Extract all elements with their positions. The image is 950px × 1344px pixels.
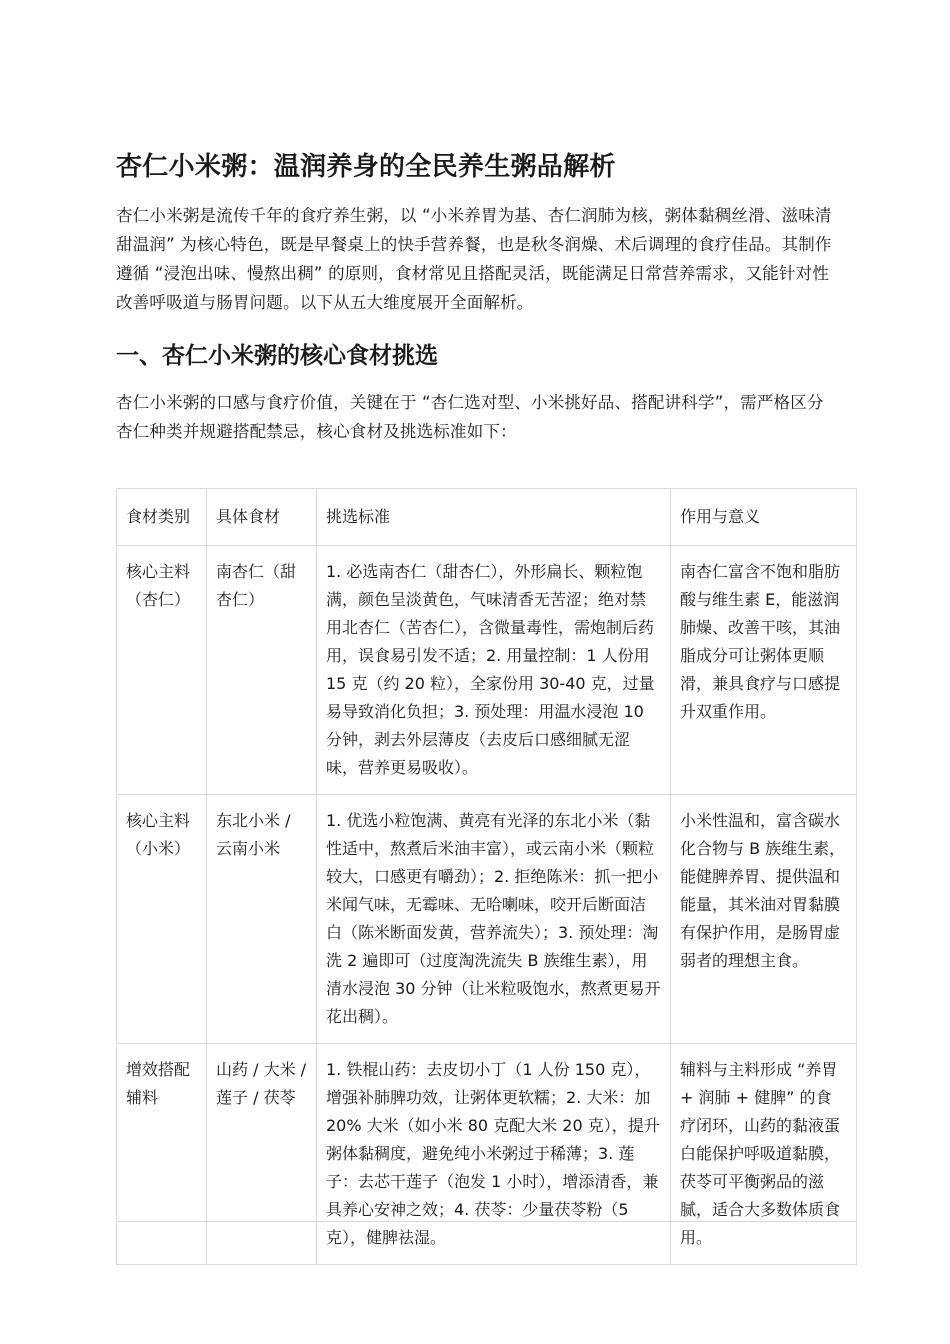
- header-category: 食材类别: [117, 489, 207, 546]
- intro-paragraph: 杏仁小米粥是流传千年的食疗养生粥，以 “小米养胃为基、杏仁润肺为核，粥体黏稠丝滑、滋味清甜温润” 为核心特色，既是早餐桌上的快手营养餐，也是秋冬润燥、术后调理的食疗佳品。其制作遵循 “浸泡出味、慢熬出稠” 的原则，食材常见且搭配灵活，既能满足日常营养需求，又能针对性改善呼吸道与肠胃问题。以下从五大维度展开全面解析。: [116, 206, 832, 312]
- section-heading: 一、杏仁小米粥的核心食材挑选: [116, 343, 438, 369]
- header-purpose: 作用与意义: [671, 489, 857, 546]
- cell-ingredient: 山药 / 大米 / 莲子 / 茯苓: [207, 1044, 317, 1265]
- cell-ingredient: 东北小米 / 云南小米: [207, 795, 317, 1044]
- cell-criteria: 1. 铁棍山药：去皮切小丁（1 人份 150 克），增强补肺脾功效，让粥体更软糯；2. 大米：加 20% 大米（如小米 80 克配大米 20 克），提升粥体黏稠度，避免纯小米粥过于稀薄；3. 莲子：去芯干莲子（泡发 1 小时），增添清香，兼具养心安神之效；4. 茯苓：少量茯苓粉（5 克），健脾祛湿。: [317, 1044, 671, 1265]
- table-row: [117, 1044, 857, 1265]
- cell-category: 增效搭配辅料: [117, 1044, 207, 1265]
- cell-purpose: 辅料与主料形成 “养胃 + 润肺 + 健脾” 的食疗闭环，山药的黏液蛋白能保护呼吸道黏膜，茯苓可平衡粥品的滋腻，适合大多数体质食用。: [671, 1044, 857, 1265]
- table-header-row: [117, 489, 857, 546]
- section-intro-paragraph: 杏仁小米粥的口感与食疗价值，关键在于 “杏仁选对型、小米挑好品、搭配讲科学”，需严格区分杏仁种类并规避搭配禁忌，核心食材及挑选标准如下：: [116, 393, 824, 441]
- ingredient-table-container: [116, 488, 856, 1247]
- table-row: [117, 546, 857, 795]
- cell-category: 核心主料（小米）: [117, 795, 207, 1044]
- header-criteria: 挑选标准: [317, 489, 671, 546]
- cell-category: 核心主料（杏仁）: [117, 546, 207, 795]
- cell-criteria: 1. 优选小粒饱满、黄亮有光泽的东北小米（黏性适中，熬煮后米油丰富），或云南小米（颗粒较大，口感更有嚼劲）；2. 拒绝陈米：抓一把小米闻气味，无霉味、无哈喇味，咬开后断面洁白（陈米断面发黄，营养流失）；3. 预处理：淘洗 2 遍即可（过度淘洗流失 B 族维生素），用清水浸泡 30 分钟（让米粒吸饱水，熬煮更易开花出稠）。: [317, 795, 671, 1044]
- cell-ingredient: 南杏仁（甜杏仁）: [207, 546, 317, 795]
- ingredient-table: [116, 488, 857, 1265]
- header-ingredient: 具体食材: [207, 489, 317, 546]
- cell-purpose: 小米性温和，富含碳水化合物与 B 族维生素，能健脾养胃、提供温和能量，其米油对胃黏膜有保护作用，是肠胃虚弱者的理想主食。: [671, 795, 857, 1044]
- table-row: [117, 795, 857, 1044]
- cell-purpose: 南杏仁富含不饱和脂肪酸与维生素 E，能滋润肺燥、改善干咳，其油脂成分可让粥体更顺滑，兼具食疗与口感提升双重作用。: [671, 546, 857, 795]
- cell-criteria: 1. 必选南杏仁（甜杏仁），外形扁长、颗粒饱满，颜色呈淡黄色，气味清香无苦涩；绝对禁用北杏仁（苦杏仁），含微量毒性，需炮制后药用，误食易引发不适；2. 用量控制：1 人份用 15 克（约 20 粒），全家份用 30-40 克，过量易导致消化负担；3. 预处理：用温水浸泡 10 分钟，剥去外层薄皮（去皮后口感细腻无涩味，营养更易吸收）。: [317, 546, 671, 795]
- document-title: 杏仁小米粥：温润养身的全民养生粥品解析: [116, 152, 616, 182]
